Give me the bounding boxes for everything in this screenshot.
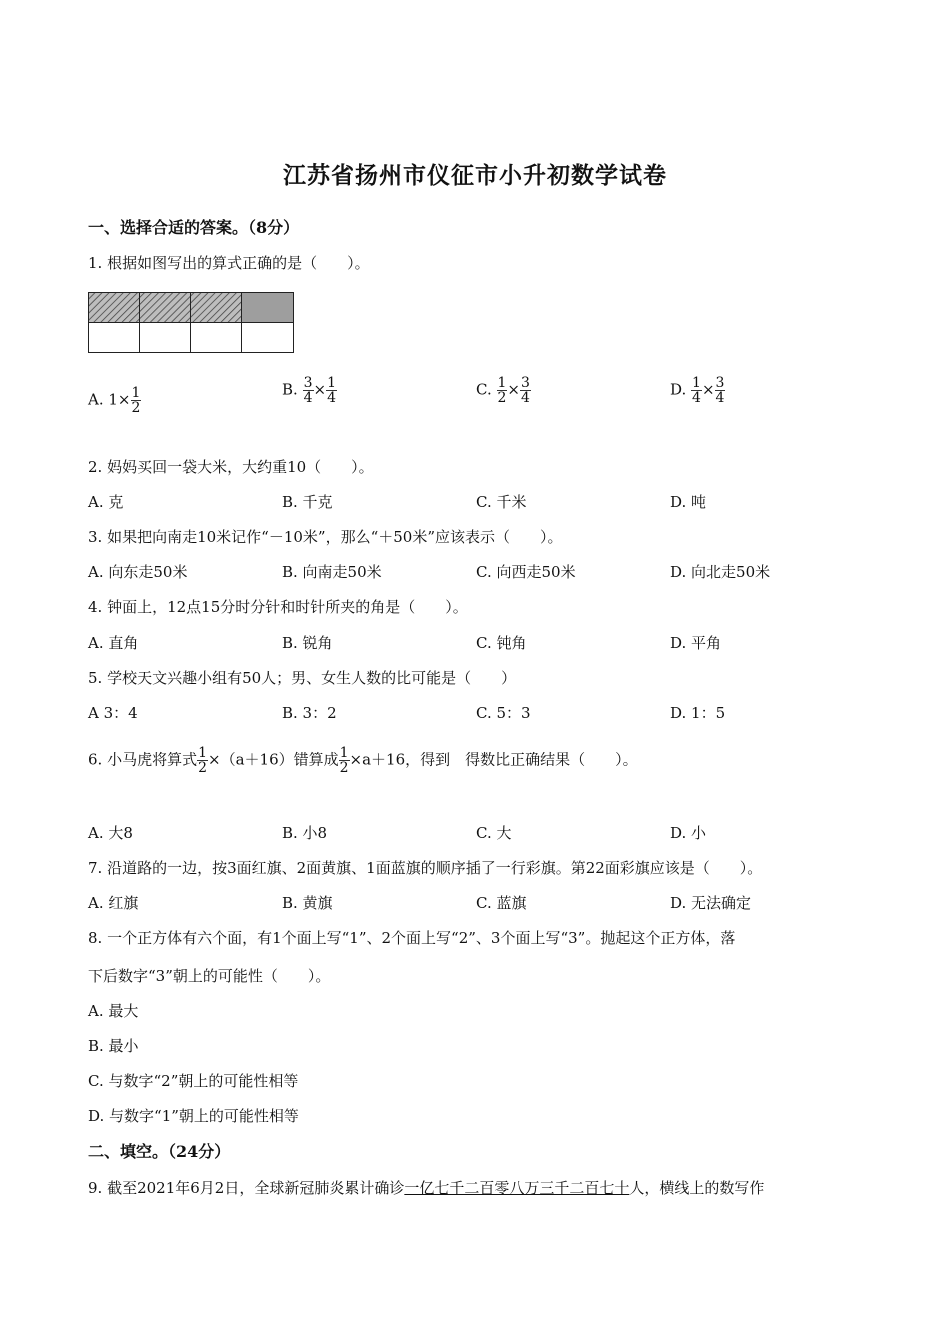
question-text: 9. 截至2021年6月2日，全球新冠肺炎累计确诊 [88,1179,405,1197]
q3-option-b[interactable]: B. 向南走50米 [282,563,382,581]
q8-option-d[interactable]: D. 与数字“1”朝上的可能性相等 [88,1107,299,1125]
page-title: 江苏省扬州市仪征市小升初数学试卷 [283,162,667,189]
question-9 [88,1181,764,1196]
q2-option-d[interactable]: D. 吨 [670,493,707,511]
fraction: $\frac{1}{2}$ [339,745,349,776]
fraction: $\frac{3}{4}$ [521,375,530,406]
q2-option-b[interactable]: B. 千克 [282,493,333,511]
question-8: 8. 一个正方体有六个面，有1个面上写“1”、2个面上写“2”、3个面上写“3”。抛起这个正方体，落 [88,929,736,947]
q2-option-c[interactable]: C. 千米 [476,493,527,511]
section-heading-choice: 一、选择合适的答案。（8分） [88,218,300,237]
option-label: C. [476,380,492,399]
fraction: $\frac{1}{2}$ [198,745,208,776]
times-sign: × [507,380,520,399]
q1-option-d[interactable] [670,376,725,405]
question-text: ×a＋16，得到 得数比正确结果（ ）。 [349,750,638,769]
option-text: 1× [108,390,131,409]
underlined-number-words: 一亿七千二百零八万三千二百七十 [404,1179,630,1197]
q8-option-a[interactable]: A. 最大 [88,1002,139,1020]
q8-option-b[interactable]: B. 最小 [88,1037,139,1055]
q4-option-d[interactable]: D. 平角 [670,634,722,652]
question-1: 1. 根据如图写出的算式正确的是（ ）。 [88,254,370,272]
grid-cell-empty [242,323,294,353]
fraction: $\frac{1}{2}$ [131,385,141,416]
question-8-cont: 下后数字“3”朝上的可能性（ ）。 [88,967,331,985]
section-heading-fill: 二、填空。（24分） [88,1142,231,1161]
q5-option-d[interactable]: D. 1：5 [670,704,726,722]
question-text: 6. 小马虎将算式 [88,750,198,769]
q6-option-a[interactable]: A. 大8 [88,824,133,842]
option-label: B. [282,380,298,399]
question-3: 3. 如果把向南走10米记作“－10米”，那么“＋50米”应该表示（ ）。 [88,528,563,546]
fraction: $\frac{1}{2}$ [497,375,507,406]
grid-cell-empty [191,323,242,353]
question-6 [88,746,638,775]
q1-option-c[interactable] [476,376,531,405]
fraction: $\frac{1}{4}$ [327,375,336,406]
question-text: 人，横线上的数写作 [629,1179,765,1197]
q3-option-c[interactable]: C. 向西走50米 [476,563,576,581]
q5-option-a[interactable]: A 3：4 [88,704,138,722]
question-text: ×（a＋16）错算成 [208,750,339,769]
grid-cell-hatched [89,293,140,323]
times-sign: × [313,380,327,399]
option-label: D. [670,380,687,399]
q3-option-d[interactable]: D. 向北走50米 [670,563,771,581]
q4-option-c[interactable]: C. 钝角 [476,634,527,652]
fraction: $\frac{3}{4}$ [303,375,313,406]
fraction: $\frac{1}{4}$ [692,375,701,406]
q7-option-c[interactable]: C. 蓝旗 [476,894,527,912]
times-sign: × [701,380,715,399]
q7-option-d[interactable]: D. 无法确定 [670,894,752,912]
q3-option-a[interactable]: A. 向东走50米 [88,563,188,581]
question-4: 4. 钟面上，12点15分时分针和时针所夹的角是（ ）。 [88,598,468,616]
grid-cell-hatched [140,293,191,323]
q7-option-a[interactable]: A. 红旗 [88,894,139,912]
q4-option-a[interactable]: A. 直角 [88,634,139,652]
q5-option-b[interactable]: B. 3：2 [282,704,337,722]
fraction-grid-figure [88,292,296,354]
option-label: A. [88,390,104,409]
q6-option-d[interactable]: D. 小 [670,824,707,842]
q6-option-b[interactable]: B. 小8 [282,824,328,842]
grid-cell-shaded [242,293,294,323]
q8-option-c[interactable]: C. 与数字“2”朝上的可能性相等 [88,1072,299,1090]
q7-option-b[interactable]: B. 黄旗 [282,894,333,912]
fraction: $\frac{3}{4}$ [715,375,725,406]
grid-cell-empty [89,323,140,353]
q2-option-a[interactable]: A. 克 [88,493,124,511]
q1-option-b[interactable] [282,376,337,405]
grid-cell-empty [140,323,191,353]
q4-option-b[interactable]: B. 锐角 [282,634,333,652]
q1-option-a[interactable] [88,386,141,415]
q5-option-c[interactable]: C. 5：3 [476,704,531,722]
question-5: 5. 学校天文兴趣小组有50人；男、女生人数的比可能是（ ） [88,669,517,687]
q6-option-c[interactable]: C. 大 [476,824,512,842]
question-7: 7. 沿道路的一边，按3面红旗、2面黄旗、1面蓝旗的顺序插了一行彩旗。第22面彩旗应该是（ ）。 [88,859,763,877]
question-2: 2. 妈妈买回一袋大米，大约重10（ ）。 [88,458,374,476]
grid-cell-hatched [191,293,242,323]
